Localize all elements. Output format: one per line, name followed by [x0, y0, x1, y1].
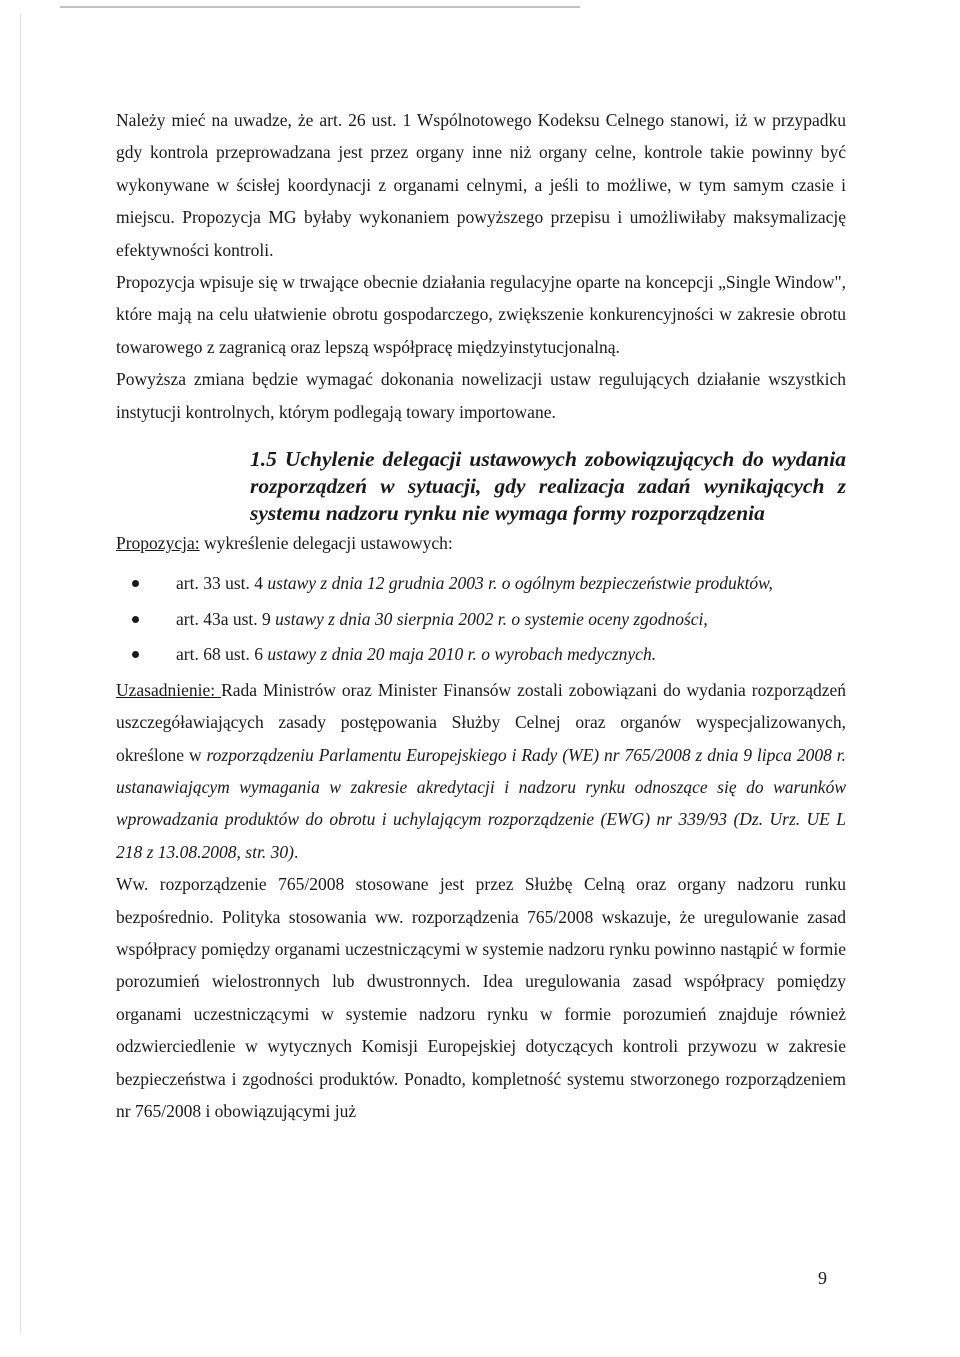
list-item-title: ustawy z dnia 20 maja 2010 r. o wyrobach medycznych.	[267, 644, 657, 665]
paragraph-3: Powyższa zmiana będzie wymagać dokonania nowelizacji ustaw regulujących działanie wszystkich instytucji kontrolnych, którym podlegają towary importowane.	[116, 369, 846, 422]
justification-paragraph	[116, 674, 846, 868]
list-item	[116, 603, 846, 635]
page-content	[116, 104, 846, 1127]
justification-citation: rozporządzeniu Parlamentu Europejskiego i Rady (WE) nr 765/2008 z dnia 9 lipca 2008 r. ustanawiającym wymagania w zakresie akredytacji i nadzoru rynku odnoszące się do warunków wprowadzania produktów do obrotu i uchylającym rozporządzenie (EWG) nr 339/93 (Dz. Urz. UE L 218 z 13.08.2008, str. 30)	[116, 744, 846, 862]
list-item-title: ustawy z dnia 12 grudnia 2003 r. o ogólnym bezpieczeństwie produktów,	[267, 573, 773, 594]
bullet-icon	[132, 580, 139, 587]
list-item-ref: art. 43a ust. 9	[176, 608, 276, 629]
scan-top-rule	[60, 6, 580, 8]
paragraph-2: Propozycja wpisuje się w trwające obecnie działania regulacyjne oparte na koncepcji „Single Window", które mają na celu ułatwienie obrotu gospodarczego, zwiększenie konkurencyjności w zakresie obrotu towarowego z zagranicą oraz lepszą współpracę międzyinstytucjonalną.	[116, 272, 846, 357]
bullet-icon	[132, 651, 139, 658]
delegation-list	[116, 567, 846, 670]
proposal-text: wykreślenie delegacji ustawowych:	[199, 533, 453, 554]
bullet-icon	[132, 616, 139, 623]
justification-label: Uzasadnienie:	[116, 679, 222, 700]
paragraph-4: Ww. rozporządzenie 765/2008 stosowane jest przez Służbę Celną oraz organy nadzoru runku bezpośrednio. Polityka stosowania ww. rozporządzenia 765/2008 wskazuje, że uregulowanie zasad współpracy pomiędzy organami uczestniczącymi w systemie nadzoru rynku powinno nastąpić w formie porozumień wielostronnych lub dwustronnych. Idea uregulowania zasad współpracy pomiędzy organami uczestniczącymi w systemie nadzoru rynku w formie porozumień znajduje również odzwierciedlenie w wytycznych Komisji Europejskiej dotyczących kontroli przywozu w zakresie bezpieczeństwa i zgodności produktów. Ponadto, kompletność systemu stworzonego rozporządzeniem nr 765/2008 i obowiązującymi już	[116, 874, 846, 1121]
scan-left-edge	[20, 14, 21, 1334]
proposal-line	[116, 527, 846, 559]
list-item-ref: art. 68 ust. 6	[176, 644, 268, 665]
paragraph-1: Należy mieć na uwadze, że art. 26 ust. 1 Wspólnotowego Kodeksu Celnego stanowi, iż w przypadku gdy kontrola przeprowadzana jest przez organy inne niż organy celne, kontrole takie powinny być wykonywane w ścisłej koordynacji z organami celnymi, a jeśli to możliwe, w tym samym czasie i miejscu. Propozycja MG byłaby wykonaniem powyższego przepisu i umożliwiłaby maksymalizację efektywności kontroli.	[116, 110, 846, 260]
justification-text: Rada Ministrów oraz Minister Finansów zostali zobowiązani do wydania rozporządzeń uszczegóławiających zasady postępowania Służby Celnej oraz organów wyspecjalizowanych, określone w	[116, 679, 846, 765]
page-number: 9	[818, 1268, 827, 1288]
list-item-title: ustawy z dnia 30 sierpnia 2002 r. o systemie oceny zgodności,	[275, 608, 708, 629]
list-item	[116, 567, 846, 599]
proposal-label: Propozycja:	[116, 533, 200, 554]
list-item	[116, 638, 846, 670]
justification-end: .	[293, 841, 299, 862]
section-heading: 1.5 Uchylenie delegacji ustawowych zobowiązujących do wydania rozporządzeń w sytuacji, gdy realizacja zadań wynikających z systemu nadzoru rynku nie wymaga formy rozporządzenia	[250, 447, 846, 526]
list-item-ref: art. 33 ust. 4	[176, 573, 268, 594]
